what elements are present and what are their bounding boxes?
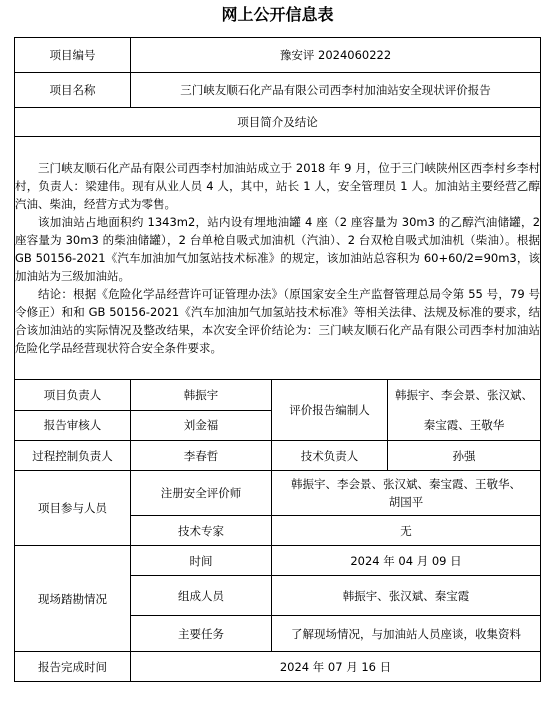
survey-members-value: 韩振宇、张汉斌、秦宝霞 xyxy=(272,576,541,616)
report-compilers-line-1: 韩振宇、李会景、张汉斌、 xyxy=(395,388,533,402)
expert-label: 技术专家 xyxy=(131,516,272,546)
participants-label: 项目参与人员 xyxy=(15,471,131,546)
report-reviewer-label: 报告审核人 xyxy=(15,410,131,441)
process-controller-label: 过程控制负责人 xyxy=(15,441,131,471)
project-leader-label: 项目负责人 xyxy=(15,380,131,411)
row-completion-date xyxy=(15,652,541,682)
info-table xyxy=(14,37,541,682)
project-name-value: 三门峡友顺石化产品有限公司西李村加油站安全现状评价报告 xyxy=(131,73,541,108)
report-compilers-line-2: 秦宝霞、王敬华 xyxy=(423,418,505,432)
survey-task-label: 主要任务 xyxy=(131,616,272,652)
evaluator-line-1: 韩振宇、李会景、张汉斌、秦宝霞、王敬华、 xyxy=(291,477,521,491)
survey-members-label: 组成人员 xyxy=(131,576,272,616)
row-summary-body xyxy=(15,137,541,380)
report-reviewer-value: 刘金福 xyxy=(131,410,272,441)
evaluator-label: 注册安全评价师 xyxy=(131,471,272,516)
row-summary-heading xyxy=(15,108,541,137)
row-evaluators xyxy=(15,471,541,516)
project-name-label: 项目名称 xyxy=(15,73,131,108)
expert-value: 无 xyxy=(272,516,541,546)
summary-body xyxy=(15,137,541,380)
document-title: 网上公开信息表 xyxy=(221,5,334,24)
row-process-control xyxy=(15,441,541,471)
project-number-value: 豫安评 2024060222 xyxy=(131,38,541,73)
technical-leader-value: 孙强 xyxy=(388,441,541,471)
completion-date-value: 2024 年 07 月 16 日 xyxy=(131,652,541,682)
row-project-leader xyxy=(15,380,541,411)
survey-task-value: 了解现场情况，与加油站人员座谈，收集资料 xyxy=(272,616,541,652)
row-project-name xyxy=(15,73,541,108)
evaluator-value xyxy=(272,471,541,516)
summary-paragraph-3: 结论：根据《危险化学品经营许可证管理办法》（原国家安全生产监督管理总局令第 55 号，79 号令修正）和和 GB 50156-2021《汽车加油加气加氢站技术标准》等相关法律、法规及标准的要求，结合该加油站的实际情况及整改结果，本次安全评价结论为：三门峡友顺石化产品有限公司西李村加油站危险化学品经营现状符合安全条件要求。 xyxy=(15,287,541,355)
survey-time-label: 时间 xyxy=(131,546,272,576)
row-survey-time xyxy=(15,546,541,576)
project-leader-value: 韩振宇 xyxy=(131,380,272,411)
summary-paragraph-1: 三门峡友顺石化产品有限公司西李村加油站成立于 2018 年 9 月，位于三门峡陕州区西李村乡李村村，负责人：梁建伟。现有从业人员 4 人，其中，站长 1 人，安全管理员 1 人。加油站主要经营乙醇汽油、柴油，经营方式为零售。 xyxy=(15,161,541,211)
site-survey-label: 现场踏勘情况 xyxy=(15,546,131,652)
technical-leader-label: 技术负责人 xyxy=(272,441,388,471)
project-number-label: 项目编号 xyxy=(15,38,131,73)
completion-date-label: 报告完成时间 xyxy=(15,652,131,682)
report-compilers-value xyxy=(388,380,541,441)
evaluator-line-2: 胡国平 xyxy=(388,495,424,509)
row-project-number xyxy=(15,38,541,73)
report-compilers-label: 评价报告编制人 xyxy=(272,380,388,441)
survey-time-value: 2024 年 04 月 09 日 xyxy=(272,546,541,576)
process-controller-value: 李春哲 xyxy=(131,441,272,471)
summary-heading: 项目简介及结论 xyxy=(15,108,541,137)
summary-paragraph-2: 该加油站占地面积约 1343m2，站内设有埋地油罐 4 座（2 座容量为 30m3 的乙醇汽油储罐，2 座容量为 30m3 的柴油储罐），2 台单枪自吸式加油机（汽油）、2 台双枪自吸式加油机（柴油）。根据 GB 50156-2021《汽车加油加气加氢站技术标准》的规定，该加油站总容积为 60+60/2=90m3，该加油站为三级加油站。 xyxy=(15,215,541,283)
